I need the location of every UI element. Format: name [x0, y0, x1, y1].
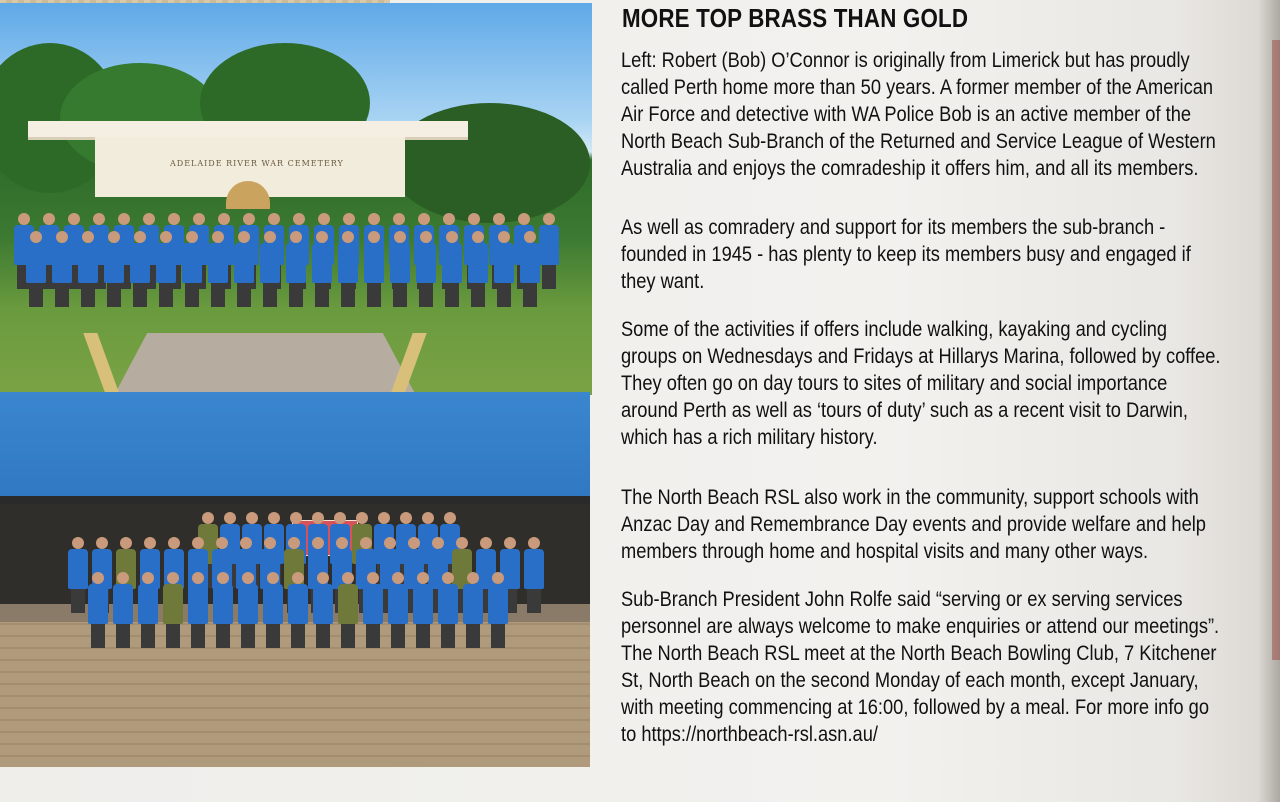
text-line: The North Beach RSL also work in the community, support schools with: [621, 486, 1199, 509]
page-gutter-shadow: [1258, 0, 1280, 802]
text-line: Air Force and detective with WA Police Bob is an active member of the: [621, 103, 1192, 126]
text-line: Sub-Branch President John Rolfe said “serving or ex serving services: [621, 588, 1183, 611]
text-line: Australia and enjoys the comradeship it offers him, and all its members.: [621, 157, 1199, 180]
text-line: called Perth home more than 50 years. A former member of the American: [621, 76, 1214, 99]
text-line: groups on Wednesdays and Fridays at Hillarys Marina, followed by coffee.: [621, 345, 1221, 368]
article-headline: MORE TOP BRASS THAN GOLD: [622, 3, 969, 33]
text-line: with meeting commencing at 16:00, followed by a meal. For more info go: [621, 696, 1209, 719]
text-line: North Beach Sub-Branch of the Returned and Service League of Western: [621, 130, 1216, 153]
text-line: As well as comradery and support for its members the sub-branch -: [621, 216, 1166, 239]
curb: [83, 333, 122, 395]
text-line: around Perth as well as ‘tours of duty’ such as a recent visit to Darwin,: [621, 399, 1188, 422]
paragraph-5: [621, 586, 1221, 748]
photo-memorial-group: [0, 3, 592, 395]
text-line: The North Beach RSL meet at the North Beach Bowling Club, 7 Kitchener: [621, 642, 1217, 665]
text-line: Left: Robert (Bob) O’Connor is originally from Limerick but has proudly: [621, 49, 1190, 72]
paragraph-1: [621, 47, 1221, 182]
pathway: [110, 333, 420, 395]
text-line: They often go on day tours to sites of military and social importance: [621, 372, 1168, 395]
text-line: Anzac Day and Remembrance Day events and provide welfare and help: [621, 513, 1206, 536]
paragraph-3: [621, 316, 1221, 451]
text-line: members through home and hospital visits and many other ways.: [621, 540, 1149, 563]
text-line: which has a rich military history.: [621, 426, 878, 449]
text-line: they want.: [621, 270, 705, 293]
shelter-roof: [0, 392, 590, 497]
paragraph-2: [621, 214, 1221, 295]
text-line: personnel are always welcome to make enquiries or attend our meetings”.: [621, 615, 1220, 638]
memorial-sign: ADELAIDE RIVER WAR CEMETERY: [170, 159, 344, 168]
group-with-soldiers: [8, 492, 578, 692]
photo-shelter-group: [0, 392, 590, 767]
text-line: St, North Beach on the second Monday of each month, except January,: [621, 669, 1199, 692]
text-line: Some of the activities if offers include walking, kayaking and cycling: [621, 318, 1168, 341]
group-of-members: [6, 203, 584, 333]
text-line: to https://northbeach-rsl.asn.au/: [621, 723, 878, 746]
paragraph-4: [621, 484, 1221, 565]
text-line: founded in 1945 - has plenty to keep its members busy and engaged if: [621, 243, 1191, 266]
